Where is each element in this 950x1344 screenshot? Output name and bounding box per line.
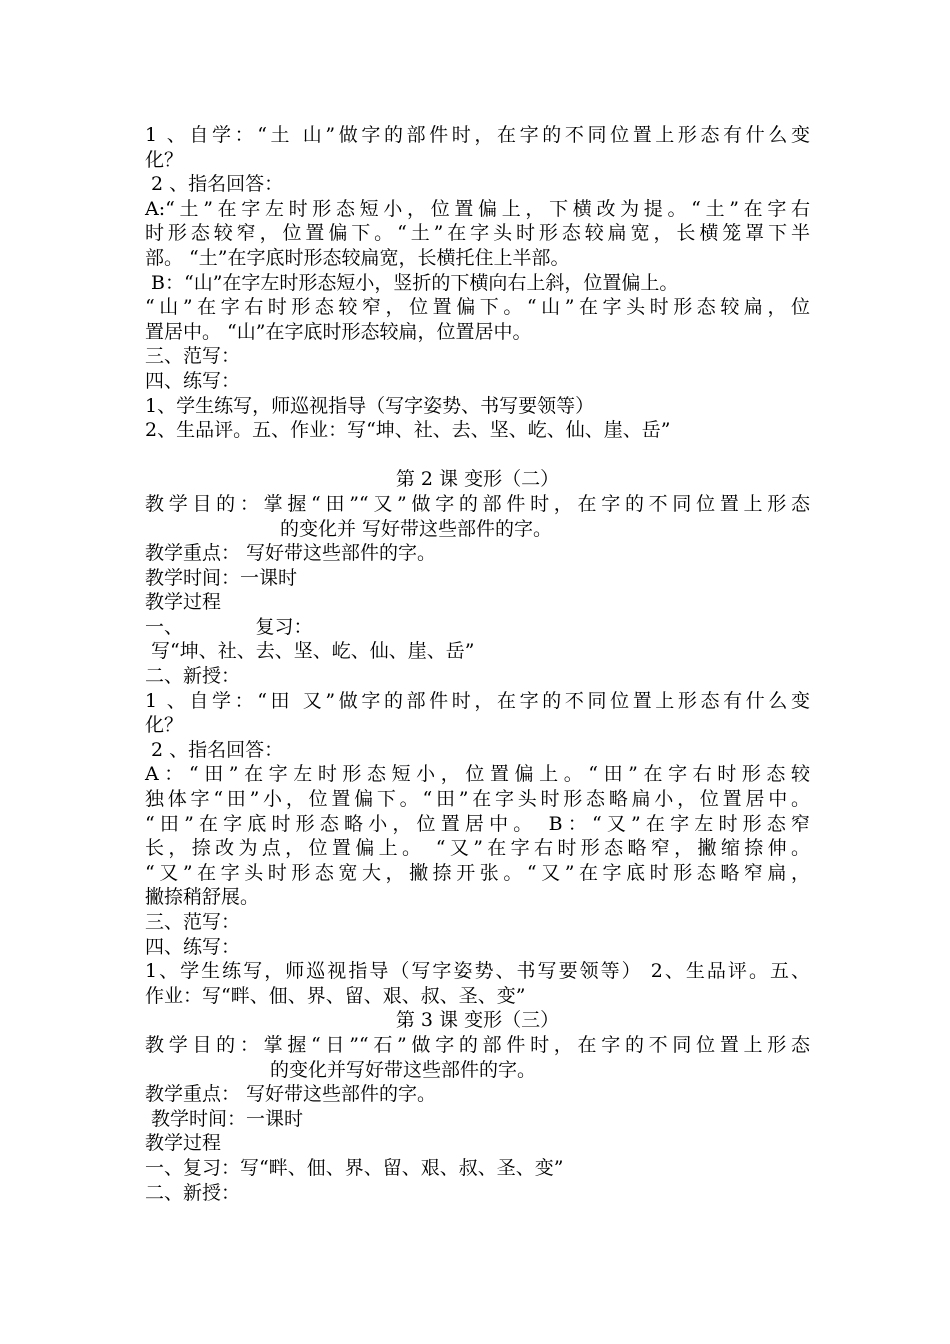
text-line: 置居中。 “山”在字底时形态较扁，位置居中。 xyxy=(145,320,532,343)
text-line: 教学过程 xyxy=(145,1132,222,1155)
text-line: 一、复习：写“畔、佃、界、留、艰、叔、圣、变” xyxy=(145,1156,564,1179)
text-line: 的变化并写好带这些部件的字。 xyxy=(270,1058,537,1081)
text-line: 四、练写： xyxy=(145,935,241,958)
text-line: 长，捺改为点，位置偏上。 “又”在字右时形态略窄，撇缩捺伸。 xyxy=(145,837,810,860)
text-line: 四、练写： xyxy=(145,369,241,392)
text-line: 二、新授： xyxy=(145,665,241,688)
text-line: 二、新授： xyxy=(145,1181,241,1204)
text-line: 作业：写“畔、佃、界、留、艰、叔、圣、变” xyxy=(145,984,526,1007)
text-line: 1 、自学：“田 又”做字的部件时，在字的不同位置上形态有什么变 xyxy=(145,689,810,712)
text-line: 撇捺稍舒展。 xyxy=(145,886,260,909)
text-line: B：“山”在字左时形态短小，竖折的下横向右上斜，位置偏上。 xyxy=(145,271,679,294)
text-line: 1 、自学：“土 山”做字的部件时，在字的不同位置上形态有什么变 xyxy=(145,124,810,146)
text-line: “又”在字头时形态宽大，撇捺开张。“又”在字底时形态略窄扁， xyxy=(145,861,810,884)
text-line: 三、范写： xyxy=(145,911,241,933)
text-line: 2 、指名回答： xyxy=(145,173,284,196)
text-line: 教学目的：掌握“日”“石”做字的部件时，在字的不同位置上形态 xyxy=(145,1033,810,1056)
lesson-title: 第 2 课 变形（二） xyxy=(395,468,560,491)
text-line: 1、学生练写，师巡视指导（写字姿势、书写要领等） 2、生品评。五、 xyxy=(145,960,810,983)
text-line: 独体字“田”小，位置偏下。“田”在字头时形态略扁小，位置居中。 xyxy=(145,788,810,811)
text-line: 的变化并 写好带这些部件的字。 xyxy=(280,517,553,540)
text-line: 1、学生练写，师巡视指导（写字姿势、书写要领等） xyxy=(145,394,595,417)
text-line: “山”在字右时形态较窄，位置偏下。“山”在字头时形态较扁，位 xyxy=(145,296,810,319)
text-line: 写“坤、社、去、坚、屹、仙、崖、岳” xyxy=(145,640,475,663)
text-line: 教学时间：一课时 xyxy=(145,566,298,589)
lesson-title: 第 3 课 变形（三） xyxy=(395,1009,560,1032)
text-line: 教学过程 xyxy=(145,591,222,614)
text-line: 化？ xyxy=(145,148,184,171)
text-line: 2、生品评。五、作业：写“坤、社、去、坚、屹、仙、崖、岳” xyxy=(145,419,671,442)
text-line: A：“田”在字左时形态短小，位置偏上。“田”在字右时形态较 xyxy=(145,763,810,786)
text-line: 教学重点： 写好带这些部件的字。 xyxy=(145,542,437,565)
text-line: 教学目的：掌握“田”“又”做字的部件时，在字的不同位置上形态 xyxy=(145,492,810,515)
text-line: 部。 “土”在字底时形态较扁宽，长横托住上半部。 xyxy=(145,246,570,269)
text-line: 时形态较窄，位置偏下。“土”在字头时形态较扁宽，长横笼罩下半 xyxy=(145,222,810,245)
page-content xyxy=(145,123,810,1205)
text-line: 一、 复习： xyxy=(145,615,313,638)
text-line: 2 、指名回答： xyxy=(145,738,284,761)
text-line: 教学时间：一课时 xyxy=(145,1107,304,1130)
text-line: 三、范写： xyxy=(145,345,241,368)
text-line: “田”在字底时形态略小，位置居中。 B：“又”在字左时形态窄 xyxy=(145,812,810,835)
blank-line xyxy=(145,443,810,468)
text-line: 教学重点： 写好带这些部件的字。 xyxy=(145,1083,437,1106)
text-line: A:“土”在字左时形态短小，位置偏上，下横改为提。“土”在字右 xyxy=(145,197,810,220)
text-line: 化？ xyxy=(145,714,184,737)
